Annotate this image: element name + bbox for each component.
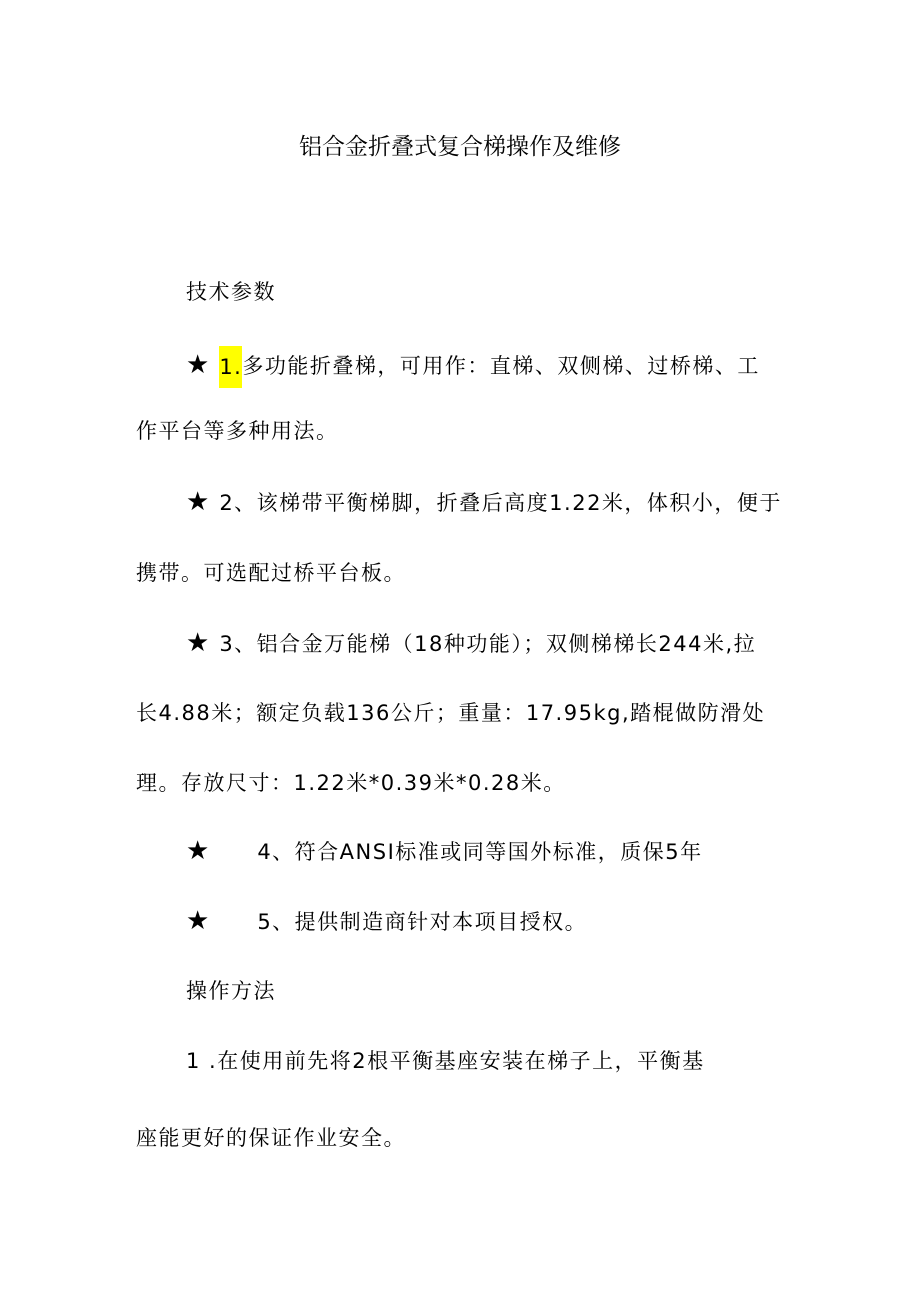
tech-item-1-line-1 bbox=[186, 346, 760, 388]
tech-item-2-line-1 bbox=[186, 487, 782, 518]
tech-item-3-text: 3、铝合金万能梯（18种功能）；双侧梯梯长244米,拉 bbox=[219, 632, 757, 656]
tech-item-3-line-1 bbox=[186, 628, 756, 659]
tech-item-5-line-1 bbox=[186, 906, 587, 937]
star-icon: ★ bbox=[186, 487, 210, 517]
section-heading-operation: 操作方法 bbox=[186, 979, 276, 1003]
star-icon: ★ bbox=[186, 836, 210, 866]
star-icon: ★ bbox=[186, 906, 210, 936]
star-icon: ★ bbox=[186, 350, 210, 380]
tech-item-5-text: 5、提供制造商针对本项目授权。 bbox=[257, 910, 588, 934]
tech-item-3-line-3: 理。存放尺寸：1.22米*0.39米*0.28米。 bbox=[136, 771, 566, 795]
operation-item-1-line-1: 1 .在使用前先将2根平衡基座安装在梯子上，平衡基 bbox=[186, 1049, 705, 1073]
tech-item-3-line-2: 长4.88米；额定负载136公斤；重量：17.95kg,踏棍做防滑处 bbox=[136, 701, 766, 725]
operation-item-1-line-2: 座能更好的保证作业安全。 bbox=[136, 1126, 406, 1150]
document-title: 铝合金折叠式复合梯操作及维修 bbox=[299, 134, 621, 160]
highlighted-number: 1. bbox=[219, 346, 242, 388]
tech-item-2-line-2: 携带。可选配过桥平台板。 bbox=[136, 561, 406, 585]
star-icon: ★ bbox=[186, 628, 210, 658]
tech-item-1-text: 多功能折叠梯，可用作：直梯、双侧梯、过桥梯、工 bbox=[242, 354, 760, 378]
tech-item-1-line-2: 作平台等多种用法。 bbox=[136, 419, 339, 443]
tech-item-2-text: 2、该梯带平衡梯脚，折叠后高度1.22米，体积小，便于 bbox=[219, 491, 782, 515]
section-heading-tech-params: 技术参数 bbox=[186, 280, 276, 304]
tech-item-4-line-1 bbox=[186, 836, 703, 867]
tech-item-4-text: 4、符合ANSI标准或同等国外标准，质保5年 bbox=[257, 840, 703, 864]
